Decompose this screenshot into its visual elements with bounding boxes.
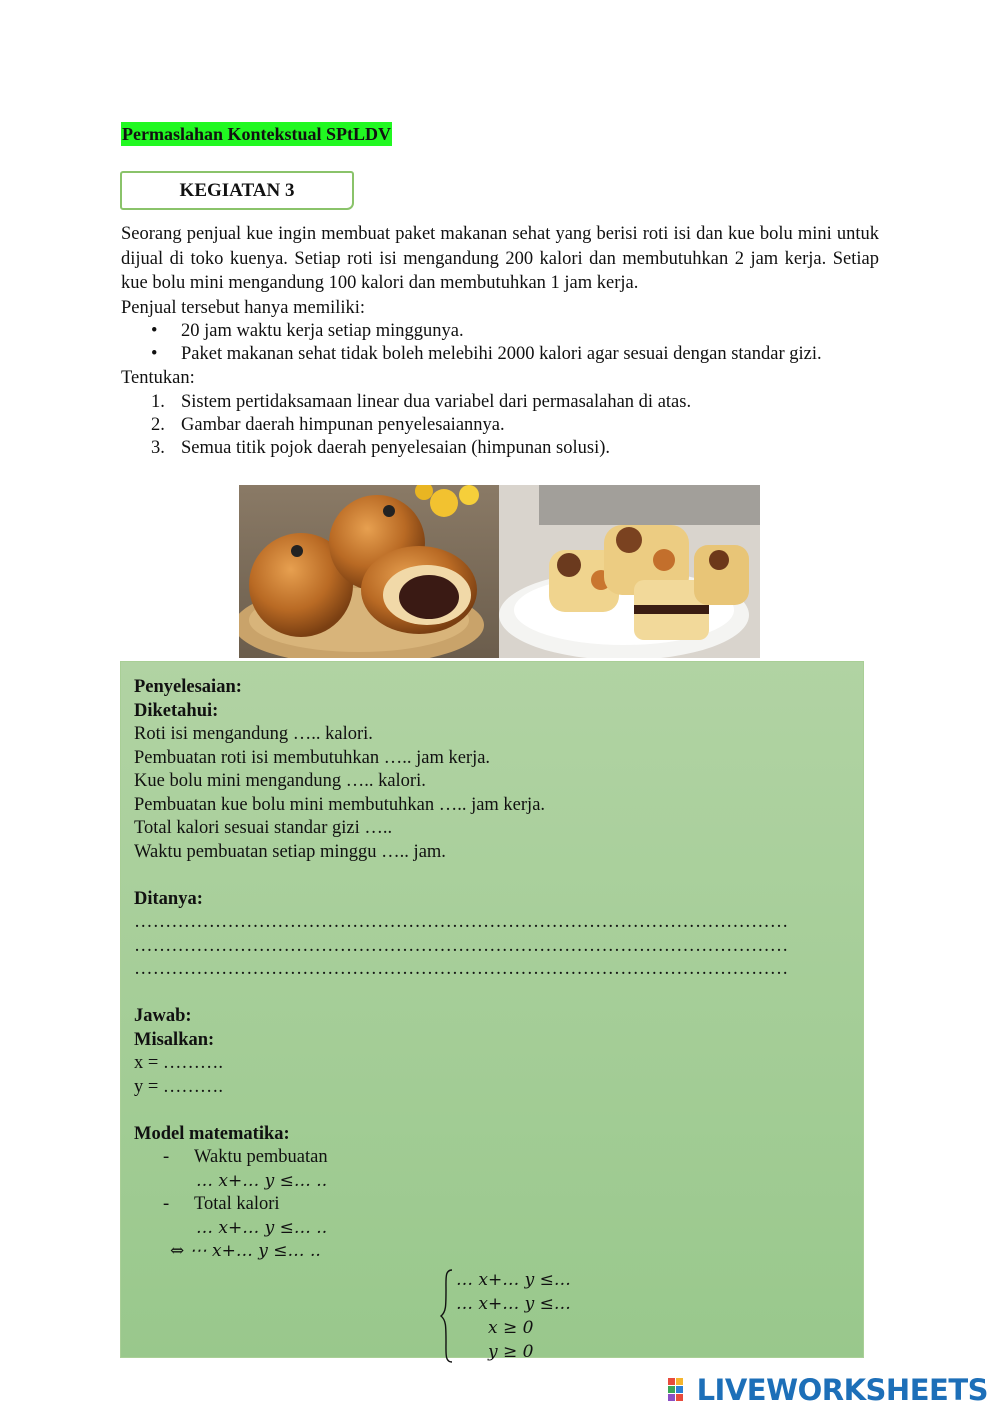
model-equation[interactable]: … 𝑥+… 𝑦 ≤… .. xyxy=(196,1170,328,1191)
list-number: 1. xyxy=(151,391,165,412)
solution-content xyxy=(134,676,844,1362)
known-line: Pembuatan roti isi membutuhkan ….. jam kerja. xyxy=(134,747,491,768)
answer-heading: Jawab: xyxy=(134,1006,192,1026)
system-row[interactable]: … 𝑥+… 𝑦 ≤… xyxy=(456,1294,571,1314)
known-line: Total kalori sesuai standar gizi ….. xyxy=(134,818,393,838)
inequality-system xyxy=(440,1268,640,1364)
task-text: Gambar daerah himpunan penyelesaiannya. xyxy=(181,414,505,435)
list-item xyxy=(121,437,879,460)
answer-blank-line[interactable]: …………………………………………………………………………………………… xyxy=(134,959,789,979)
model-item-label: - Total kalori xyxy=(134,1193,844,1217)
activity-label-box xyxy=(120,171,354,210)
model-heading: Model matematika: xyxy=(134,1123,290,1144)
let-x[interactable]: x = ………. xyxy=(134,1053,224,1073)
answer-blank-line[interactable]: …………………………………………………………………………………………… xyxy=(134,935,789,956)
answer-blank-line[interactable]: …………………………………………………………………………………………… xyxy=(134,912,789,932)
left-brace-icon xyxy=(440,1268,454,1364)
let-y[interactable]: y = ………. xyxy=(134,1076,224,1097)
logo-blocks-icon xyxy=(667,1377,693,1403)
constraints-intro: Penjual tersebut hanya memiliki: xyxy=(121,297,366,318)
known-line: Roti isi mengandung ….. kalori. xyxy=(134,724,373,744)
constraints-list xyxy=(121,320,879,366)
equivalent-equation[interactable]: ⇔ ⋯ 𝑥+… 𝑦 ≤… .. xyxy=(170,1241,321,1261)
asked-heading: Ditanya: xyxy=(134,888,203,909)
list-item xyxy=(121,391,879,414)
brand-name: LIVEWORKSHEETS xyxy=(696,1373,988,1407)
list-number: 2. xyxy=(151,414,165,435)
known-heading: Diketahui: xyxy=(134,700,219,721)
list-item: • 20 jam waktu kerja setiap minggunya. xyxy=(121,320,879,343)
model-item-label: - Waktu pembuatan xyxy=(134,1146,844,1170)
system-row[interactable]: … 𝑥+… 𝑦 ≤… xyxy=(456,1270,571,1290)
let-heading: Misalkan: xyxy=(134,1029,215,1050)
system-row: 𝑥 ≥ 0 xyxy=(488,1318,534,1338)
model-equation[interactable]: … 𝑥+… 𝑦 ≤… .. xyxy=(196,1217,328,1238)
highlight-title: Permaslahan Kontekstual SPtLDV xyxy=(122,124,392,144)
solution-box xyxy=(120,661,864,1362)
liveworksheets-logo xyxy=(667,1373,988,1407)
bread-and-cake-illustration xyxy=(239,485,760,658)
list-item xyxy=(121,414,879,437)
known-line: Kue bolu mini mengandung ….. kalori. xyxy=(134,771,426,791)
task-text: Sistem pertidaksamaan linear dua variabel dari permasalahan di atas. xyxy=(181,391,692,412)
known-line: Pembuatan kue bolu mini membutuhkan ….. jam kerja. xyxy=(134,794,546,815)
task-text: Semua titik pojok daerah penyelesaian (himpunan solusi). xyxy=(181,437,610,458)
food-photo xyxy=(239,485,760,658)
list-number: 3. xyxy=(151,437,165,458)
known-line: Waktu pembuatan setiap minggu ….. jam. xyxy=(134,841,446,862)
solution-heading: Penyelesaian: xyxy=(134,677,242,697)
problem-paragraph: Seorang penjual kue ingin membuat paket makanan sehat yang berisi roti isi dan kue bolu mini untuk dijual di toko kuenya. Setiap roti isi mengandung 200 kalori dan membutuhkan 2 jam kerja. Setiap kue bolu mini mengandung 100 kalori dan membutuhkan 1 jam kerja. xyxy=(121,224,879,293)
tasks-intro: Tentukan: xyxy=(121,368,195,388)
activity-label: KEGIATAN 3 xyxy=(179,179,295,201)
system-row: 𝑦 ≥ 0 xyxy=(488,1342,534,1362)
tasks-list xyxy=(121,391,879,460)
problem-section xyxy=(121,222,879,460)
list-item: • Paket makanan sehat tidak boleh melebihi 2000 kalori agar sesuai dengan standar gizi. xyxy=(121,343,879,366)
